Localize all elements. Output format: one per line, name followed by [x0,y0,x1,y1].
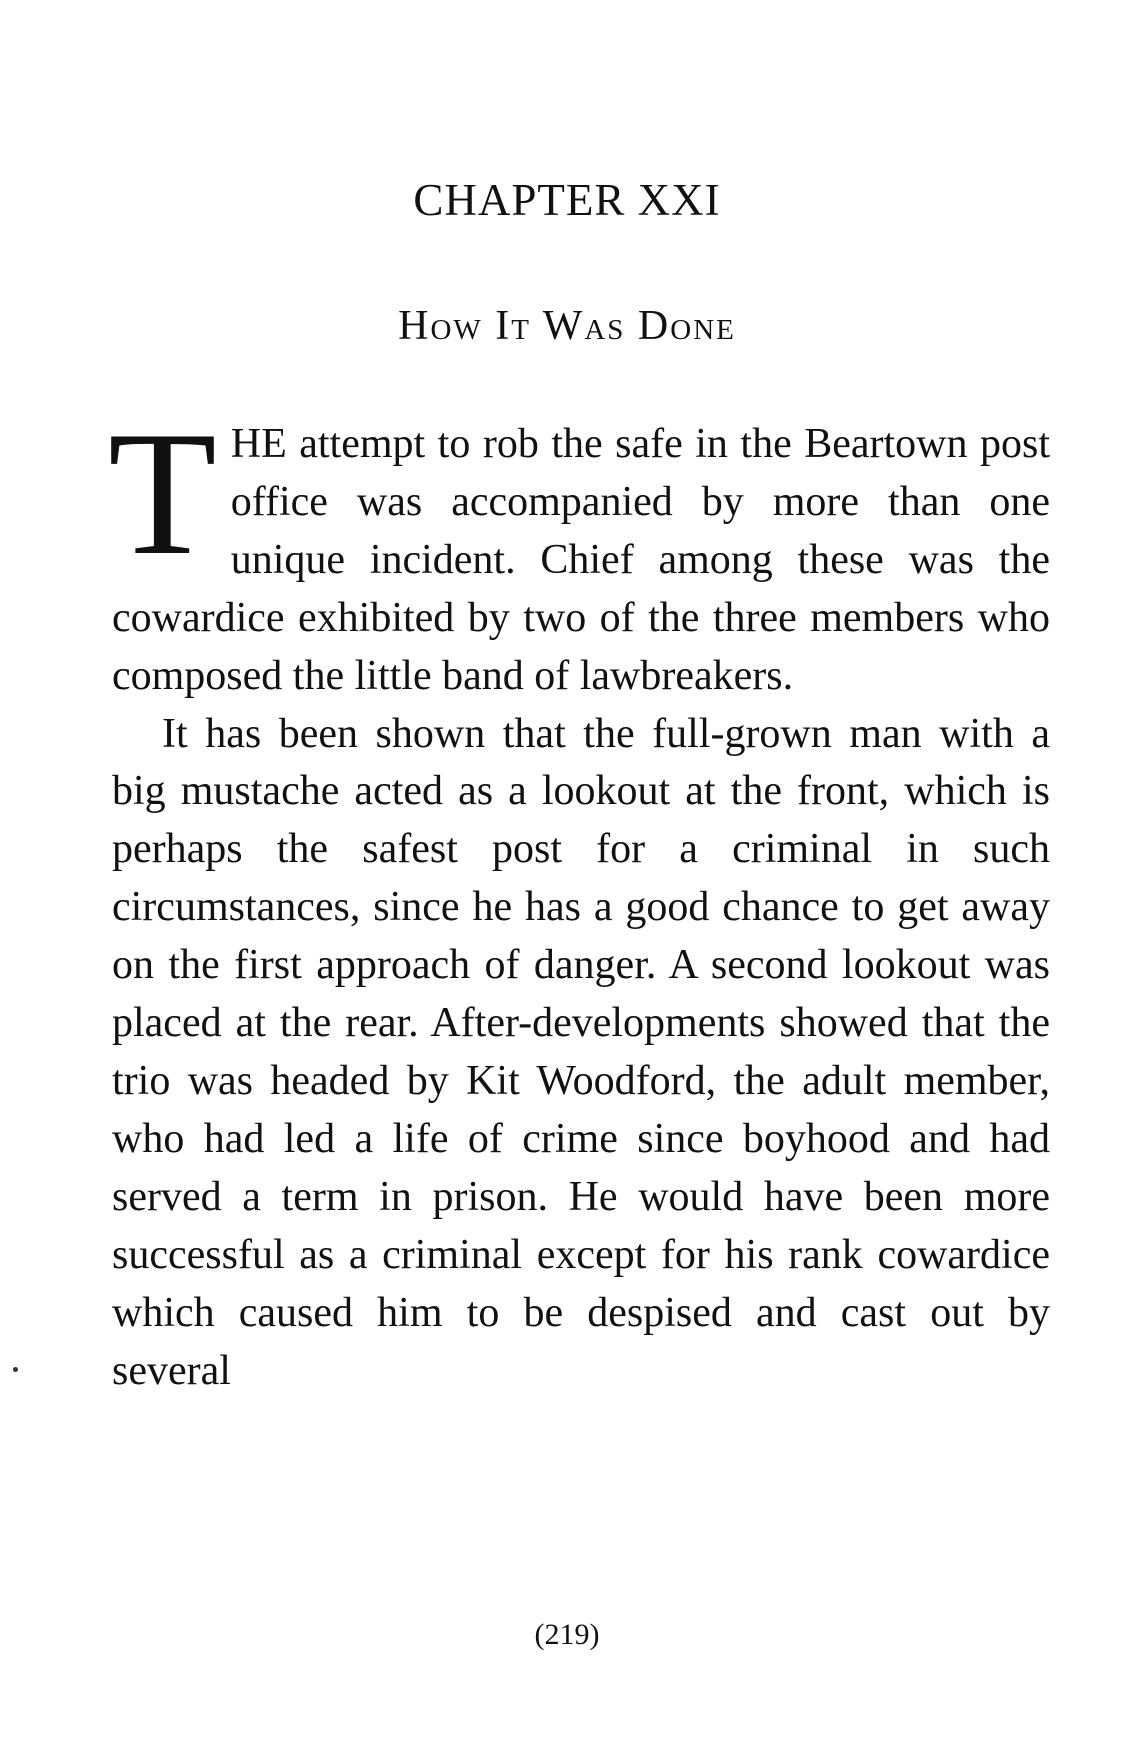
margin-mark [13,1367,18,1372]
page-number: (219) [534,1618,600,1651]
paragraph-lead: HE [230,421,287,467]
paragraph-2-text: It has been shown that the full-grown man with a big mustache acted as a lookout at the front, which is perhaps the safest post for a criminal in such circumstances, since he has a good chance to get away on the first approach of danger. A second lookout was placed at the rear. After-developments showed that the trio was headed by Kit Woodford, the adult member, who had led a life of crime since boyhood and had served a term in prison. He would have been more successful as a criminal except for his rank cowardice which caused him to be despised and cast out by several [112,710,1050,1394]
body-text [108,394,1050,1400]
chapter-title: How It Was Done [398,303,736,349]
drop-cap: T [108,394,217,592]
paragraph-1-text: attempt to rob the safe in the Beartown post office was accompanied by more than one unique incident. Chief among these was the cowardice exhibited by two of the three members who composed the little band of lawbreakers. [112,421,1050,699]
chapter-heading: CHAPTER XXI [413,175,721,225]
paragraph-2 [112,706,1050,1401]
paragraph-1 [108,394,1050,706]
